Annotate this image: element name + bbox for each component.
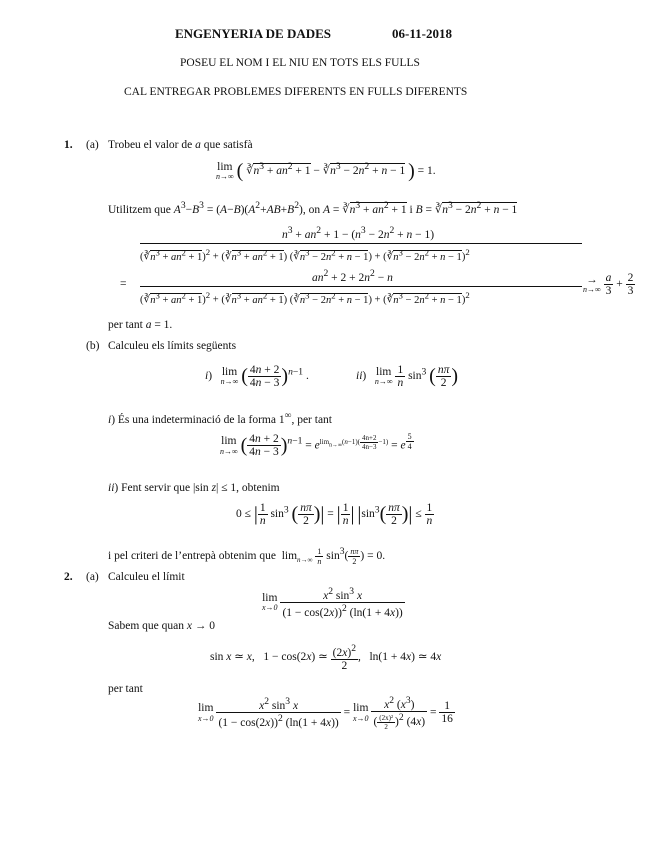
problem-1a-equation: lim n→∞ ( $∛n^3 + an^2 + 1$ − $∛n^3 - 2n^2 + n - 1$ ) = 1.	[216, 160, 436, 182]
problem-2a-per-tant: per tant	[108, 683, 143, 695]
problem-1a-statement: Trobeu el valor de a que satisfà	[108, 139, 253, 151]
problem-1a-equals-sign: =	[120, 278, 127, 290]
problem-1a-conclusion: per tant a = 1.	[108, 319, 173, 331]
problem-1a-limit-result: → n→∞ $\frac{a}{3}$ + $\frac{2}{3}$	[583, 272, 634, 297]
problem-1a-label: (a)	[86, 139, 99, 151]
problem-1a-fraction-1-numerator: $n^3 + an^2 + 1 - (n^3 - 2n^2 + n - 1)$	[282, 225, 435, 241]
problem-1b-ii-conclusion: i pel criteri de l’entrepà obtenim que $\lim_{n\to\infty}$ $\frac{1}{n}$ $\sin^3$( $\frac{n\pi}{2}$ ) = 0.	[108, 546, 386, 566]
instruction-line-1: POSEU EL NOM I EL NIU EN TOTS ELS FULLS	[180, 57, 420, 69]
problem-1b-ii-equation: 0 ≤ | $\frac{1}{n}$ $\sin^3$ ( $\frac{n\pi}{2}$ )| = | $\frac{1}{n}$ | $|\sin^3$( $\frac{n\pi}{2}$ )| ≤ $\frac{1}{n}$	[236, 502, 433, 527]
problem-1a-fraction-1-denominator: $(∛n^3 + an^2 + 1)^2$ + $(∛n^3 + an^2 + 1)$ $(∛n^3 - 2n^2 + n - 1)$ + $(∛n^3 - 2n^2 + n - 1)^2$	[140, 247, 470, 263]
problem-1a-fraction-2-bar	[140, 286, 582, 287]
problem-1b-statement: Calculeu els límits següents	[108, 340, 237, 352]
problem-1a-identity: Utilitzem que $A^3-B^3 = (A-B)(A^2+AB+B^2)$, on $A = ∛n^3 + an^2 + 1$ i $B = ∛n^3 - 2n^2 + n - 1$	[108, 200, 518, 216]
problem-1b-part-ii: ii) lim n→∞ $\frac{1}{n}$ $\sin^3$ ( $\frac{n\pi}{2}$ )	[356, 364, 459, 389]
problem-2a-equivalences: sin x ≃ x, 1 − cos(2x) ≃ $\frac{(2x)^2}{2}$ , ln(1 + 4x) ≃ 4x	[210, 643, 442, 672]
problem-1-number: 1.	[64, 139, 73, 151]
problem-1b-ii-text: ii) Fent servir que |sin z| ≤ 1, obtenim	[108, 482, 280, 494]
problem-2-number: 2.	[64, 571, 73, 583]
problem-2a-result: lim x→0 $\frac{x^2 \sin^3 x}{(1 - \cos(2x))^2 (\ln(1 + 4x))}$ = lim x→0 $x^2$ $(x^3)$ ( $\frac{\text{(2x)²}}{2}$ )$^2$ (4x) = $\frac{1}{16}$	[198, 695, 453, 731]
problem-1b-label: (b)	[86, 340, 100, 352]
problem-2a-know: Sabem que quan x → 0	[108, 620, 215, 632]
problem-2a-equation: lim x→0 $\frac{x^2 \sin^3 x}{(1 - \cos(2x))^2 (\ln(1 + 4x))}$	[262, 586, 403, 619]
problem-1b-i-text: i) És una indeterminació de la forma 1∞, per tant	[108, 410, 333, 426]
problem-1b-i-equation: lim n→∞ ( $\frac{4n + 2}{4n - 3}$ )$^{n-1} = e^{lim_{n\to\infty}(n-1)( \frac{4n+2}{4n-3} -1)} = e$ $^{\frac{5}{4}}$	[220, 432, 412, 459]
problem-1b-part-i: i) lim n→∞ ( $\frac{4n + 2}{4n - 3}$ )$^{n-1}$ .	[205, 364, 309, 389]
exam-date: 06-11-2018	[392, 26, 452, 41]
problem-1a-fraction-2-numerator: $an^2 + 2 + 2n^2 - n$	[312, 268, 393, 284]
problem-2a-label: (a)	[86, 571, 99, 583]
problem-2a-statement: Calculeu el límit	[108, 571, 185, 583]
instruction-line-2: CAL ENTREGAR PROBLEMES DIFERENTS EN FULLS DIFERENTS	[124, 86, 468, 98]
problem-1a-fraction-1-bar	[140, 243, 582, 244]
exam-title: ENGENYERIA DE DADES	[175, 26, 332, 41]
problem-1a-fraction-2-denominator: $(∛n^3 + an^2 + 1)^2$ + $(∛n^3 + an^2 + 1)$ $(∛n^3 - 2n^2 + n - 1)$ + $(∛n^3 - 2n^2 + n - 1)^2$	[140, 290, 470, 306]
